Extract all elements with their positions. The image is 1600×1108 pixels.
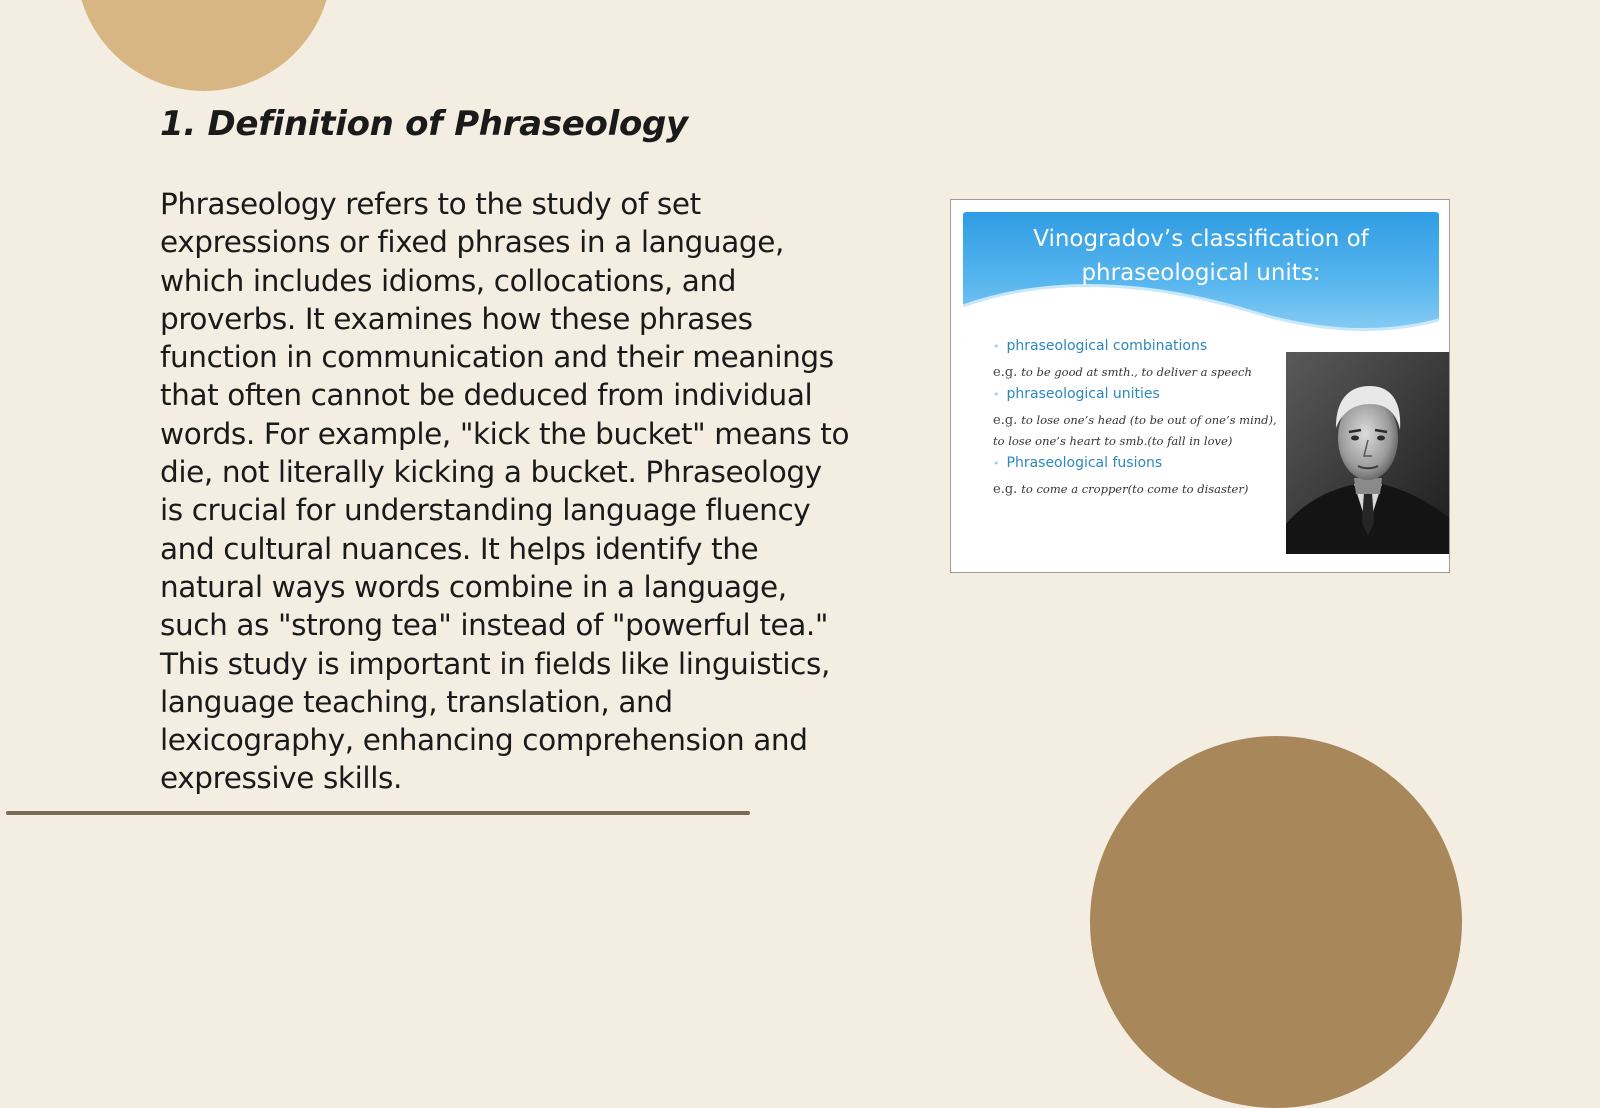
figure-example bbox=[993, 479, 1248, 500]
bullet-dot-icon: • bbox=[993, 340, 1000, 353]
bullet-dot-icon: • bbox=[993, 388, 1000, 401]
figure-bullet-item bbox=[993, 338, 1207, 354]
bullet-dot-icon: • bbox=[993, 457, 1000, 470]
figure-example-text: to lose one’s heart to smb.(to fall in love) bbox=[993, 434, 1233, 448]
figure-example-text: to lose one’s head (to be out of one’s mind), bbox=[1021, 413, 1277, 427]
figure-bullet-label: phraseological unities bbox=[1006, 386, 1160, 402]
figure-bullet-label: Phraseological fusions bbox=[1006, 455, 1163, 471]
figure-example-continued bbox=[993, 431, 1232, 451]
slide-title: 1. Definition of Phraseology bbox=[160, 104, 688, 144]
figure-example-text: to be good at smth., to deliver a speech bbox=[1021, 365, 1252, 379]
eg-prefix: e.g. bbox=[993, 413, 1018, 428]
figure-title-line-2: phraseological units: bbox=[1081, 260, 1321, 286]
figure-example-text: to come a cropper(to come to disaster) bbox=[1021, 482, 1249, 496]
figure-header bbox=[963, 212, 1439, 340]
decorative-circle-top bbox=[76, 0, 332, 91]
figure-title-line-1: Vinogradov’s classification of bbox=[1033, 226, 1369, 252]
decorative-rule bbox=[6, 811, 750, 815]
figure-bullet-item bbox=[993, 455, 1162, 471]
figure-bullet-item bbox=[993, 386, 1160, 402]
classification-figure bbox=[950, 199, 1450, 573]
figure-bullet-label: phraseological combinations bbox=[1006, 338, 1208, 354]
portrait-photo bbox=[1286, 352, 1450, 554]
figure-example bbox=[993, 362, 1252, 383]
decorative-circle-bottom bbox=[1090, 736, 1462, 1108]
eg-prefix: e.g. bbox=[993, 482, 1018, 497]
eg-prefix: e.g. bbox=[993, 365, 1018, 380]
slide-body-text: Phraseology refers to the study of set expressions or fixed phrases in a language, which includes idioms, collocations, and proverbs. It examines how these phrases function in communication and their meanings that often cannot be deduced from individual words. For example, "kick the bucket" means to die, not literally kicking a bucket. Phraseology is crucial for understanding language fluency and cultural nuances. It helps identify the natural ways words combine in a language, such as "strong tea" instead of "powerful tea." This study is important in fields like linguistics, language teaching, translation, and lexicography, enhancing comprehension and expressive skills. bbox=[160, 187, 850, 796]
figure-example bbox=[993, 410, 1277, 431]
figure-title bbox=[963, 222, 1439, 290]
